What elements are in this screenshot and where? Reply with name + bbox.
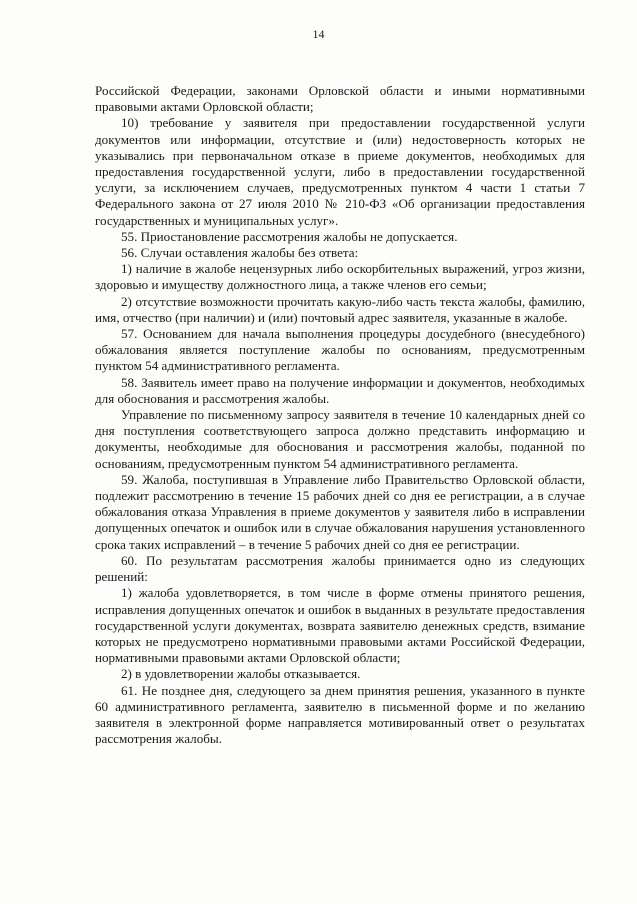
paragraph-61: 61. Не позднее дня, следующего за днем принятия решения, указанного в пункте 60 административного регламента, заявителю в письменной форме и по желанию заявителя в электронной форме направляется мотивированный ответ о результатах рассмотрения жалобы. (95, 682, 585, 747)
paragraph-60: 60. По результатам рассмотрения жалобы принимается одно из следующих решений: (95, 552, 585, 585)
paragraph-59: 59. Жалоба, поступившая в Управление либо Правительство Орловской области, подлежит рассмотрению в течение 15 рабочих дней со дня ее регистрации, а в случае обжалования отказа Управления в приеме документов у заявителя либо в исправлении допущенных опечаток и ошибок или в случае обжалования нарушения установленного срока таких исправлений – в течение 5 рабочих дней со дня ее регистрации. (95, 471, 585, 552)
paragraph-56-item-1: 1) наличие в жалобе нецензурных либо оскорбительных выражений, угроз жизни, здоровью и имуществу должностного лица, а также членов его семьи; (95, 261, 585, 293)
paragraph-56-item-2: 2) отсутствие возможности прочитать какую-либо часть текста жалобы, фамилию, имя, отчество (при наличии) и (или) почтовый адрес заявителя, указанные в жалобе. (95, 293, 585, 325)
paragraph-58: 58. Заявитель имеет право на получение информации и документов, необходимых для обоснования и рассмотрения жалобы. (95, 374, 585, 406)
paragraph-58-detail: Управление по письменному запросу заявителя в течение 10 календарных дней со дня поступления соответствующего запроса должно представить информацию и документы, необходимые для обоснования и рассмотрения жалобы, поданной по основаниям, предусмотренным пунктом 54 административного регламента. (95, 407, 585, 471)
document-body (95, 83, 585, 747)
paragraph-60-item-2: 2) в удовлетворении жалобы отказывается. (121, 666, 361, 682)
paragraph-item-10: 10) требование у заявителя при предоставлении государственной услуги документов или информации, отсутствие и (или) недостоверность которых не указывались при первоначальном отказе в приеме документов, необходимых для предоставления государственной услуги, либо в предоставлении государственной услуги, за исключением случаев, предусмотренных пунктом 4 части 1 статьи 7 Федерального закона от 27 июля 2010 № 210-ФЗ «Об организации предоставления государственных и муниципальных услуг». (95, 115, 585, 228)
paragraph-60-item-1: 1) жалоба удовлетворяется, в том числе в форме отмены принятого решения, исправления допущенных опечаток и ошибок в выданных в результате предоставления государственной услуги документах, возврата заявителю денежных средств, взимание которых не предусмотрено нормативными правовыми актами Российской Федерации, нормативными правовыми актами Орловской области; (95, 585, 585, 666)
paragraph-continuation: Российской Федерации, законами Орловской области и иными нормативными правовыми актами Орловской области; (95, 83, 585, 115)
paragraph-57: 57. Основанием для начала выполнения процедуры досудебного (внесудебного) обжалования является поступление жалобы по основаниям, предусмотренным пунктом 54 административного регламента. (95, 326, 585, 374)
paragraph-55: 55. Приостановление рассмотрения жалобы не допускается. (121, 228, 458, 244)
page-number: 14 (312, 27, 325, 41)
paragraph-56: 56. Случаи оставления жалобы без ответа: (121, 245, 359, 261)
